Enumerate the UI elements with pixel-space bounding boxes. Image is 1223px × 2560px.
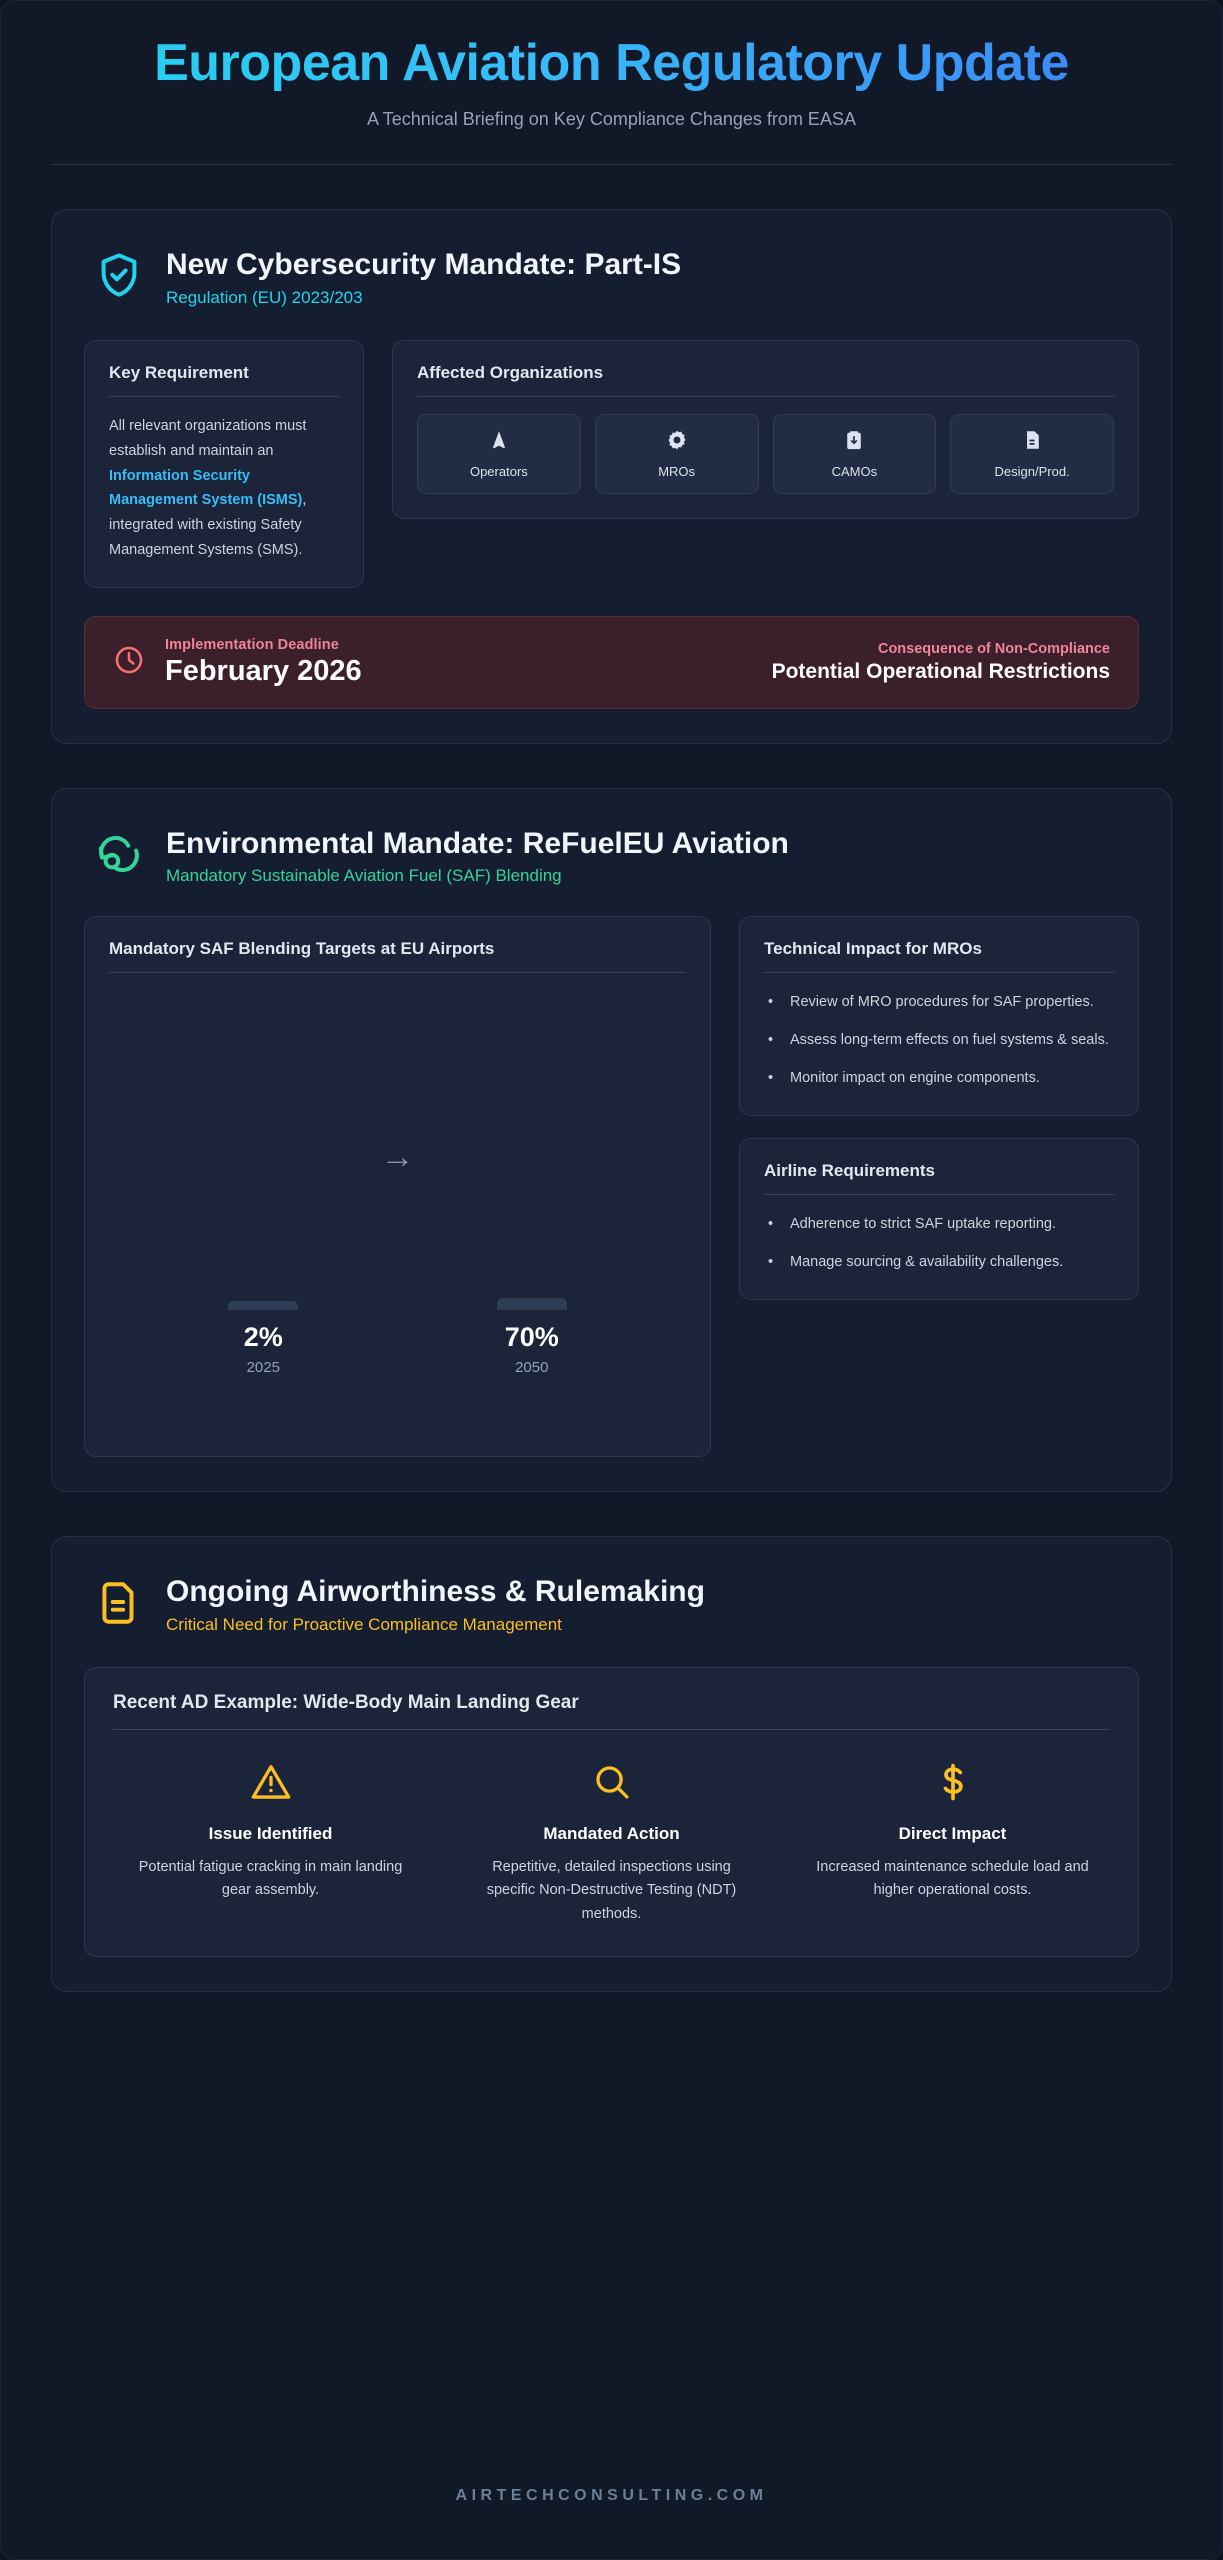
deadline-value: February 2026: [165, 655, 362, 688]
airline-requirements-list: [764, 1212, 1114, 1275]
ad-example-title: Recent AD Example: Wide-Body Main Landing Gear: [113, 1691, 579, 1713]
ad-column-issue-text: Potential fatigue cracking in main landing gear assembly.: [138, 1858, 403, 1899]
card-environmental-title: Environmental Mandate: ReFuelEU Aviation: [166, 826, 789, 860]
document-icon: [1021, 429, 1043, 456]
chart-value-2025: 2%: [243, 1322, 283, 1353]
deadline-kicker: Implementation Deadline: [165, 637, 339, 654]
technical-impact-list: [764, 990, 1114, 1091]
technical-impact-divider: [764, 972, 1114, 973]
technical-impact-title: Technical Impact for MROs: [764, 939, 982, 959]
consequence-value: Potential Operational Restrictions: [771, 660, 1110, 684]
deadline-left-group: [113, 637, 362, 687]
saf-chart-divider: [109, 972, 686, 973]
org-label-operators: Operators: [469, 463, 528, 479]
card-cybersecurity-title: New Cybersecurity Mandate: Part-IS: [166, 248, 682, 282]
footer-brand: AIRTECHCONSULTING.COM: [455, 2487, 768, 2504]
org-tile-camos[interactable]: [773, 414, 937, 494]
org-label-mros: MROs: [658, 463, 696, 479]
affected-orgs-title: Affected Organizations: [417, 362, 604, 382]
hero-header: [51, 1, 1172, 165]
card-environmental: [51, 788, 1172, 1493]
environmental-side-panels: [739, 916, 1139, 1300]
deadline-banner: [84, 616, 1139, 708]
list-item: • Monitor impact on engine components.: [764, 1066, 1114, 1091]
environmental-content-grid: [84, 916, 1139, 1457]
org-label-design-prod: Design/Prod.: [994, 463, 1070, 479]
org-tile-mros[interactable]: [595, 414, 759, 494]
chart-column-2050: [457, 1298, 607, 1377]
ad-column-issue-title: Issue Identified: [208, 1823, 333, 1843]
org-tile-design-prod[interactable]: [950, 414, 1114, 494]
warning-triangle-icon: [127, 1756, 414, 1808]
saf-chart-panel: [84, 916, 711, 1457]
key-requirement-text-after: , integrated with existing Safety Management Systems (SMS).: [109, 492, 307, 559]
chart-tick-2025: 2025: [246, 1359, 280, 1377]
deadline-right-group: [772, 641, 1110, 684]
document-lines-icon: [94, 1578, 144, 1633]
key-requirement-panel-wrap: [84, 340, 364, 589]
navigation-arrow-icon: [488, 429, 510, 456]
ad-example-divider: [113, 1729, 1110, 1730]
dollar-icon: [809, 1756, 1096, 1808]
ad-example-columns: [113, 1756, 1110, 1926]
clock-icon: [113, 644, 145, 681]
affected-orgs-panel-wrap: [392, 340, 1139, 519]
list-item: • Assess long-term effects on fuel systems & seals.: [764, 1028, 1114, 1053]
card-cybersecurity: [51, 209, 1172, 744]
ad-column-issue: [113, 1756, 428, 1926]
chart-value-2050: 70%: [504, 1322, 559, 1353]
saf-chart-title: Mandatory SAF Blending Targets at EU Airports: [109, 939, 495, 959]
ad-column-action-title: Mandated Action: [543, 1823, 680, 1843]
key-requirement-body: [109, 414, 339, 564]
hero-divider: [51, 164, 1172, 165]
ad-column-action: [454, 1756, 769, 1926]
chart-column-2025: [188, 1301, 338, 1376]
key-requirement-highlight: Information Security Management System (ISMS): [109, 467, 303, 509]
card-cybersecurity-header: [84, 240, 1139, 318]
cybersecurity-content-grid: [84, 340, 1139, 589]
ad-column-impact-text: Increased maintenance schedule load and higher operational costs.: [816, 1858, 1089, 1899]
key-requirement-divider: [109, 396, 339, 397]
affected-orgs-panel: [392, 340, 1139, 519]
clipboard-icon: [843, 429, 865, 456]
saf-chart-plot: [109, 990, 686, 1430]
org-tile-operators[interactable]: [417, 414, 581, 494]
card-airworthiness-subtitle: Critical Need for Proactive Compliance Management: [166, 1614, 562, 1634]
airline-requirements-panel: [739, 1138, 1139, 1300]
list-item: • Manage sourcing & availability challenges.: [764, 1250, 1114, 1275]
consequence-kicker: Consequence of Non-Compliance: [877, 641, 1110, 658]
shield-check-icon: [94, 250, 144, 305]
card-environmental-subtitle: Mandatory Sustainable Aviation Fuel (SAF) Blending: [166, 866, 562, 886]
key-requirement-title: Key Requirement: [109, 362, 249, 382]
page-subtitle: A Technical Briefing on Key Compliance Changes from EASA: [367, 109, 856, 130]
chart-trend-arrow: →: [380, 1138, 415, 1177]
chart-bar-2050: [497, 1298, 567, 1311]
chart-tick-2050: 2050: [515, 1359, 549, 1377]
card-environmental-header: [84, 819, 1139, 897]
list-item: • Adherence to strict SAF uptake reporting.: [764, 1212, 1114, 1237]
technical-impact-panel: [739, 916, 1139, 1116]
card-cybersecurity-subtitle: Regulation (EU) 2023/203: [166, 287, 363, 307]
org-label-camos: CAMOs: [831, 463, 878, 479]
chart-bar-2025: [228, 1301, 298, 1310]
ad-example-panel: [84, 1667, 1139, 1957]
ad-column-action-text: Repetitive, detailed inspections using specific Non-Destructive Testing (NDT) methods.: [486, 1858, 737, 1922]
gear-icon: [666, 429, 688, 456]
key-requirement-panel: [84, 340, 364, 589]
list-item: • Review of MRO procedures for SAF properties.: [764, 990, 1114, 1015]
key-requirement-text-before: All relevant organizations must establish and maintain an: [109, 417, 307, 459]
card-airworthiness-header: [84, 1567, 1139, 1645]
leaf-recycle-icon: [94, 829, 144, 884]
ad-column-impact-title: Direct Impact: [898, 1823, 1007, 1843]
magnifier-icon: [468, 1756, 755, 1808]
airline-requirements-divider: [764, 1194, 1114, 1195]
card-airworthiness-title: Ongoing Airworthiness & Rulemaking: [166, 1575, 705, 1609]
affected-orgs-grid: [417, 414, 1114, 494]
page-title: European Aviation Regulatory Update: [51, 35, 1172, 91]
ad-column-impact: [795, 1756, 1110, 1926]
affected-orgs-divider: [417, 396, 1114, 397]
card-airworthiness: [51, 1536, 1172, 1992]
airline-requirements-title: Airline Requirements: [764, 1161, 935, 1181]
